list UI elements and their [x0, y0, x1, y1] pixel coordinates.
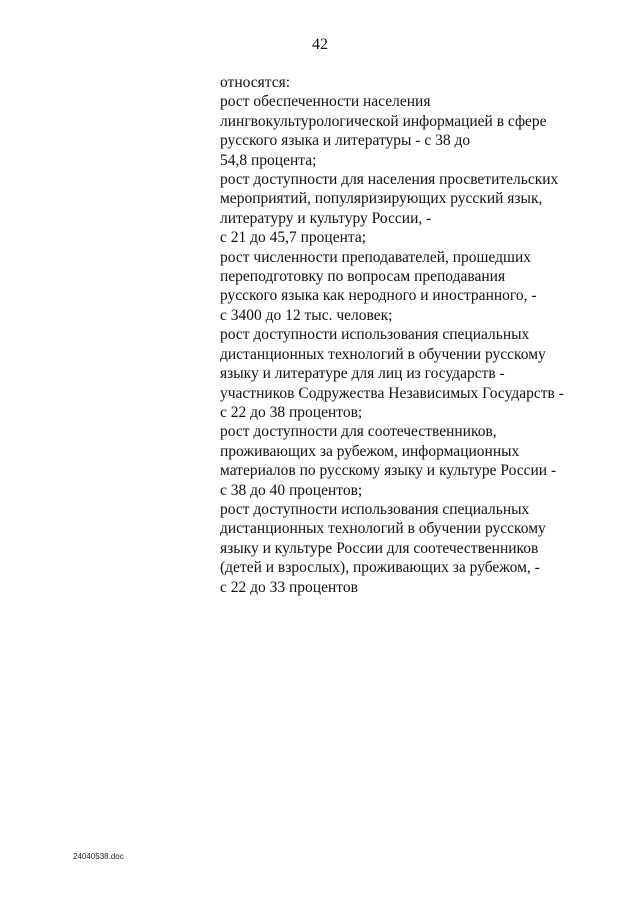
text-line: материалов по русскому языку и культуре России -: [220, 462, 557, 480]
text-line: с 21 до 45,7 процента;: [220, 229, 367, 247]
footer-filename: 24040538.doc: [73, 852, 124, 861]
text-line: с 38 до 40 процентов;: [220, 481, 363, 499]
text-line: дистанционных технологий в обучении русскому: [220, 520, 546, 538]
page-number: 42: [312, 36, 328, 53]
text-line: с 3400 до 12 тыс. человек;: [220, 306, 393, 324]
text-line: русского языка как неродного и иностранного, -: [220, 287, 537, 305]
text-line: рост обеспеченности населения: [220, 93, 431, 111]
text-line: языку и литературе для лиц из государств -: [220, 365, 505, 383]
text-line: литературу и культуру России, -: [220, 209, 432, 227]
text-line: переподготовку по вопросам преподавания: [220, 268, 506, 286]
text-line: лингвокультурологической информацией в сфере: [220, 112, 547, 130]
text-line: с 22 до 33 процентов: [220, 578, 358, 596]
text-line: дистанционных технологий в обучении русскому: [220, 345, 546, 363]
text-line: рост доступности для населения просветительских: [220, 171, 559, 189]
text-line: (детей и взрослых), проживающих за рубежом, -: [220, 559, 540, 577]
text-line: относятся:: [220, 74, 291, 91]
text-line: рост численности преподавателей, прошедших: [220, 248, 532, 266]
text-line: рост доступности для соотечественников,: [220, 423, 497, 441]
text-line: участников Содружества Независимых Государств -: [220, 384, 564, 402]
text-line: русского языка и литературы - с 38 до: [220, 132, 471, 150]
document-body: [220, 73, 620, 597]
text-line: рост доступности использования специальных: [220, 500, 530, 518]
text-line: языку и культуре России для соотечественников: [220, 539, 539, 557]
text-line: проживающих за рубежом, информационных: [220, 442, 520, 460]
text-line: с 22 до 38 процентов;: [220, 403, 363, 421]
text-line: 54,8 процента;: [220, 151, 317, 169]
text-line: мероприятий, популяризирующих русский язык,: [220, 190, 543, 208]
text-line: рост доступности использования специальных: [220, 326, 530, 344]
